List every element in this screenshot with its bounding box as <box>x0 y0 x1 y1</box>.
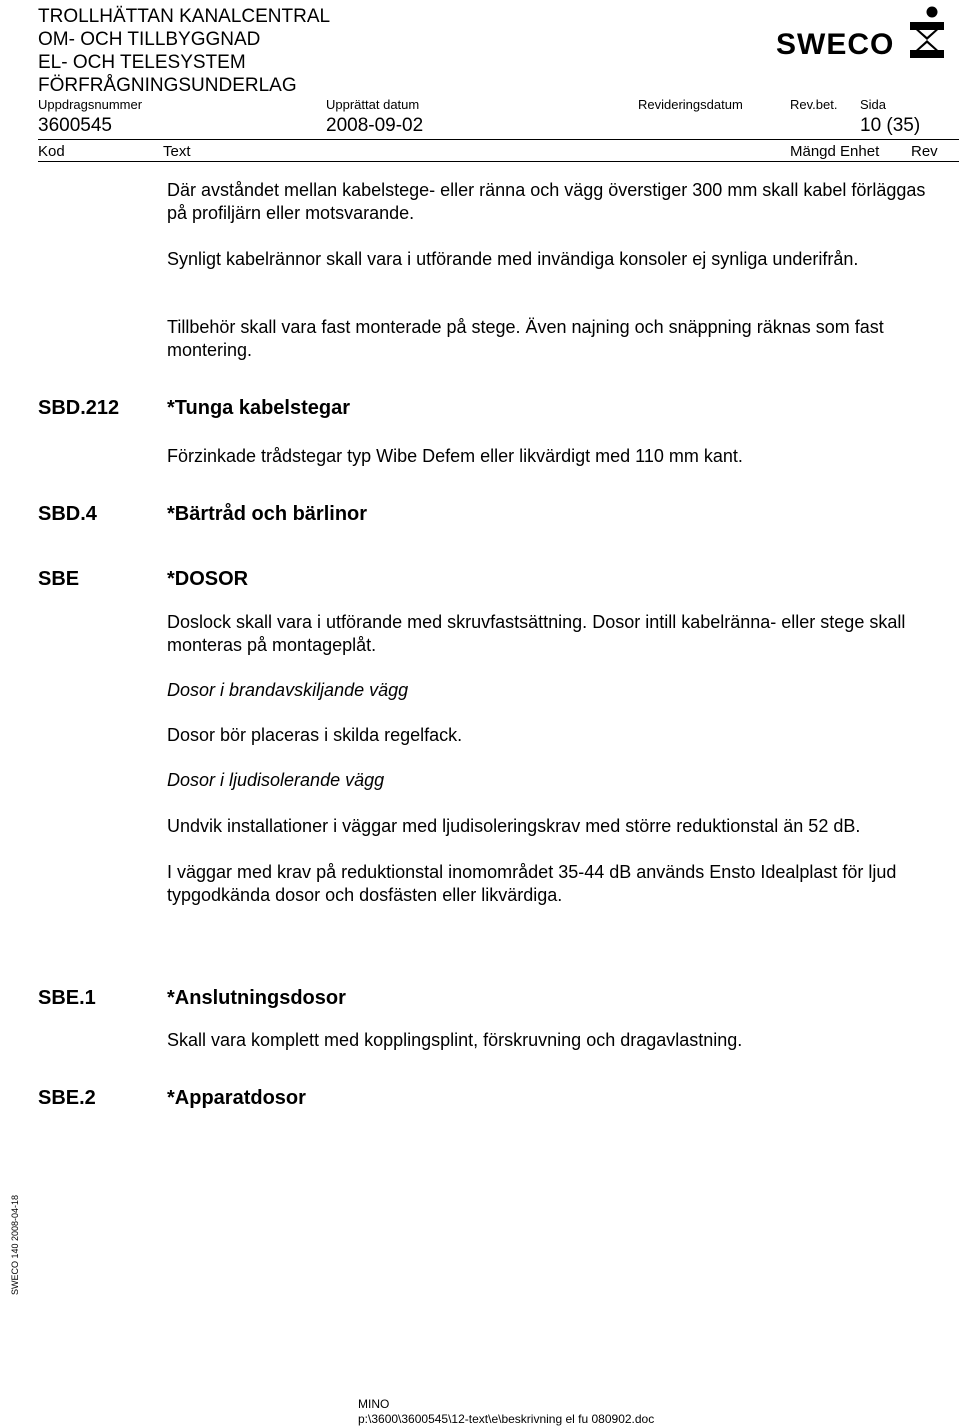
paragraph-heavy-cable-ladders: Förzinkade trådstegar typ Wibe Defem eller likvärdigt med 110 mm kant. <box>167 446 743 466</box>
subheading-sound-wall-boxes: Dosor i ljudisolerande vägg <box>167 770 385 790</box>
section-title-heavy-cable-ladders: *Tunga kabelstegar <box>167 397 351 419</box>
section-title-support-wires: *Bärtråd och bärlinor <box>167 503 368 525</box>
subheading-fire-wall-boxes: Dosor i brandavskiljande vägg <box>167 680 409 700</box>
sweco-logo <box>776 4 952 62</box>
section-code-sbd212: SBD.212 <box>38 397 120 419</box>
sweco-logo-text: SWECO <box>776 28 895 61</box>
footer-author: MINO <box>358 1397 390 1411</box>
sweco-logo-mark <box>902 4 952 60</box>
paragraph-cable-trays: Synligt kabelrännor skall vara i utförande med invändiga konsoler ej synliga underifrån. <box>167 249 859 269</box>
column-code: Kod <box>38 143 65 160</box>
paragraph-cable-distance: Där avståndet mellan kabelstege- eller ränna och vägg överstiger 300 mm skall kabel förläggas på profiljärn eller motsvarande. <box>167 180 926 223</box>
revision-date-label: Revideringsdatum <box>638 97 743 112</box>
page-number: 10 (35) <box>860 115 921 136</box>
column-rev: Rev <box>911 143 938 160</box>
section-code-sbd4: SBD.4 <box>38 503 97 525</box>
paragraph-sound-rated-boxes: I väggar med krav på reduktionstal inomområdet 35-44 dB används Ensto Idealplast för ljud typgodkända dosor och dosfästen eller likvärdiga. <box>167 862 897 905</box>
section-code-sbe: SBE <box>38 568 80 590</box>
assignment-number: 3600545 <box>38 115 112 136</box>
assignment-number-label: Uppdragsnummer <box>38 97 143 112</box>
paragraph-fire-wall-boxes: Dosor bör placeras i skilda regelfack. <box>167 725 463 745</box>
revised-by-label: Rev.bet. <box>790 97 838 112</box>
paragraph-avoid-installations: Undvik installationer i väggar med ljudisoleringskrav med större reduktionstal än 52 dB. <box>167 816 861 836</box>
paragraph-accessories: Tillbehör skall vara fast monterade på stege. Även najning och snäppning räknas som fast montering. <box>167 317 884 360</box>
paragraph-junction-boxes: Skall vara komplett med kopplingsplint, förskruvning och dragavlastning. <box>167 1030 743 1050</box>
header-rule-bottom <box>38 161 959 162</box>
column-quantity-unit: Mängd Enhet <box>790 143 880 160</box>
project-title-line-3: EL- OCH TELESYSTEM <box>38 52 246 73</box>
section-code-sbe2: SBE.2 <box>38 1087 96 1109</box>
project-title-line-2: OM- OCH TILLBYGGNAD <box>38 29 261 50</box>
column-text: Text <box>163 143 191 160</box>
side-form-note: SWECO 140 2008-04-18 <box>10 1194 20 1296</box>
project-title-line-4: FÖRFRÅGNINGSUNDERLAG <box>38 75 297 96</box>
section-title-device-boxes: *Apparatdosor <box>167 1087 306 1109</box>
page-label: Sida <box>860 97 887 112</box>
section-title-junction-boxes: *Anslutningsdosor <box>167 987 346 1009</box>
section-title-boxes: *DOSOR <box>167 568 249 590</box>
header-rule-top <box>38 139 959 140</box>
paragraph-box-lids: Doslock skall vara i utförande med skruvfastsättning. Dosor intill kabelränna- eller stege skall monteras på montageplåt. <box>167 612 906 655</box>
created-date-label: Upprättat datum <box>326 97 420 112</box>
footer-file-path: p:\3600\3600545\12-text\e\beskrivning el fu 080902.doc <box>358 1412 655 1426</box>
section-code-sbe1: SBE.1 <box>38 987 96 1009</box>
project-title-line-1: TROLLHÄTTAN KANALCENTRAL <box>38 6 331 27</box>
created-date: 2008-09-02 <box>326 115 424 136</box>
